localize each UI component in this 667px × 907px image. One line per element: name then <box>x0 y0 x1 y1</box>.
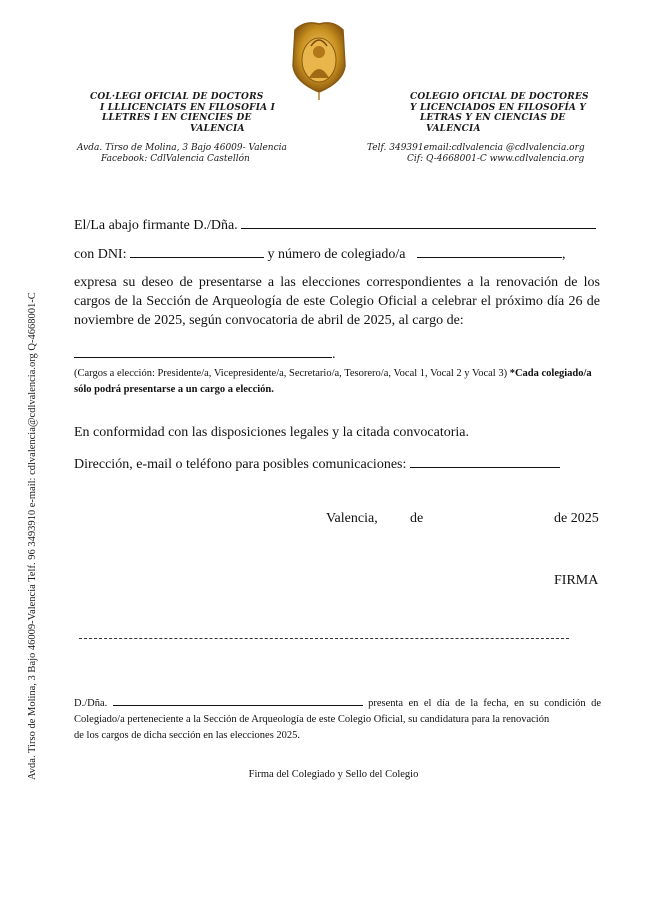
dni-field[interactable] <box>130 245 264 258</box>
direccion-label: Dirección, e-mail o teléfono para posibles comunicaciones: <box>74 457 407 472</box>
name-label: El/La abajo firmante D./Dña. <box>74 218 238 233</box>
receipt-name-field[interactable] <box>113 696 363 706</box>
form-paragraph: expresa su deseo de presentarse a las elecciones correspondientes a la renovación de los cargos de la Sección de Arqueología de este Colegio Oficial a celebrar el próximo día 26 de noviembre de 2025, según convocatoria de abril de 2025, al cargo de: <box>74 275 600 328</box>
side-vertical-contact: Avda. Tirso de Molina, 3 Bajo 46009-Valencia Telf. 96 3493910 e-mail: cdlvalencia@cdlvalencia.org Q-4668001-C <box>27 292 38 780</box>
facebook-text: Facebook: CdlValencia Castellón <box>101 154 250 164</box>
colegiado-number-field[interactable] <box>417 245 562 258</box>
date-de: de <box>410 511 424 526</box>
header-left-title <box>90 92 275 134</box>
receipt-text-line1: presenta en el día de la fecha, en su condición de <box>368 698 601 709</box>
header-right-title <box>410 92 589 134</box>
form-line-direccion <box>74 455 604 474</box>
cut-divider <box>79 638 569 639</box>
header-right-line: Y LICENCIADOS EN FILOSOFÍA Y <box>410 102 587 113</box>
form-line-cargo <box>74 345 336 364</box>
cargo-field[interactable] <box>74 345 332 358</box>
cargos-list-text: (Cargos a elección: Presidente/a, Vicepresidente/a, Secretario/a, Tesorero/a, Vocal 1, Vocal 2 y Vocal 3) <box>74 368 508 379</box>
header-right-line: COLEGIO OFICIAL DE DOCTORES <box>410 92 589 102</box>
period: . <box>332 347 336 362</box>
direccion-field[interactable] <box>410 455 560 468</box>
date-city: Valencia, <box>326 511 378 526</box>
receipt-text-line2: Colegiado/a perteneciente a la Sección de Arqueología de este Colegio Oficial, su candidatura para la renovación <box>74 714 550 725</box>
date-year: de 2025 <box>554 511 599 526</box>
header-left-address <box>77 143 287 165</box>
colegiado-label: y número de colegiado/a <box>267 247 406 262</box>
comma: , <box>562 247 566 262</box>
receipt-text-line3: de los cargos de dicha sección en las elecciones 2025. <box>74 730 301 741</box>
header-right-line: LETRAS Y EN CIENCIAS DE <box>420 113 566 123</box>
receipt-text <box>74 696 601 744</box>
header-right-line: VALENCIA <box>426 123 481 134</box>
dni-label: con DNI: <box>74 247 127 262</box>
conformidad-text: En conformidad con las disposiciones legales y la citada convocatoria. <box>74 425 469 440</box>
form-line-dni <box>74 245 604 264</box>
signature-caption <box>0 767 667 783</box>
college-crest-logo <box>287 16 351 100</box>
address-text: Avda. Tirso de Molina, 3 Bajo 46009- Valencia <box>77 143 287 153</box>
name-field[interactable] <box>241 216 596 229</box>
receipt-name-label: D./Dña. <box>74 698 108 709</box>
cargos-note <box>74 366 602 398</box>
header-left-line: LLETRES I EN CIENCIES DE <box>102 113 252 123</box>
crest-icon <box>287 16 351 100</box>
header-left-line: I LLLICENCIATS EN FILOSOFIA I <box>100 102 276 113</box>
header-left-line: VALENCIA <box>190 123 245 134</box>
form-line-name <box>74 216 604 235</box>
header-left-line: COL·LEGI OFICIAL DE DOCTORS <box>90 92 264 102</box>
cargos-rule-text: *Cada colegiado/a sólo podrá presentarse a un cargo a elección. <box>74 368 592 395</box>
phone-email-text: Telf. 349391email:cdlvalencia @cdlvalencia.org <box>367 143 585 153</box>
cif-web-text: Cif: Q-4668001-C www.cdlvalencia.org <box>407 154 585 164</box>
firma-label: FIRMA <box>554 573 599 588</box>
signature-text: Firma del Colegiado y Sello del Colegio <box>248 769 419 780</box>
header-right-contact <box>367 143 585 165</box>
